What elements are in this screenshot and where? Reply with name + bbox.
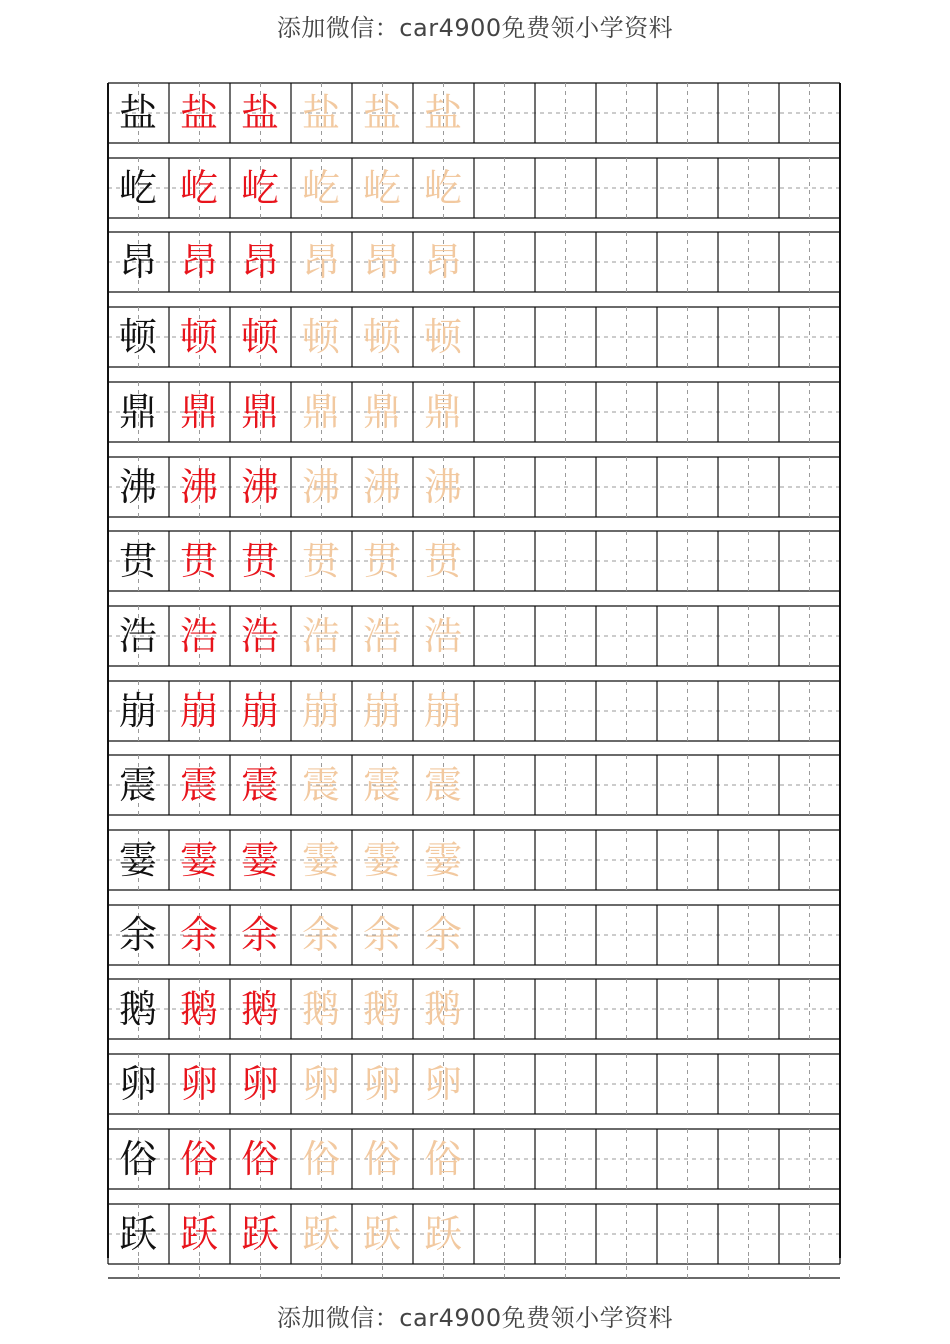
faded-tracing-character: 浩 [423,614,462,658]
tracing-character: 卵 [179,1062,218,1106]
faded-tracing-character: 昂 [301,240,340,284]
tracing-character: 鹅 [179,987,218,1031]
tracing-character: 俗 [179,1137,218,1181]
faded-tracing-character: 屹 [301,166,340,210]
model-character: 顿 [118,315,157,359]
faded-tracing-character: 霎 [301,838,340,882]
tracing-character: 屹 [240,166,279,210]
model-character: 俗 [118,1137,157,1181]
tracing-character: 卵 [240,1062,279,1106]
faded-tracing-character: 沸 [362,465,401,509]
faded-tracing-character: 鹅 [423,987,462,1031]
model-character: 贯 [118,539,157,583]
tracing-character: 跃 [240,1212,279,1256]
tracing-character: 盐 [179,91,218,135]
tracing-character: 跃 [179,1212,218,1256]
tracing-character: 昂 [240,240,279,284]
faded-tracing-character: 鼎 [362,390,401,434]
faded-tracing-character: 崩 [423,689,462,733]
faded-tracing-character: 俗 [423,1137,462,1181]
model-character: 盐 [118,91,157,135]
tracing-character: 贯 [240,539,279,583]
faded-tracing-character: 鹅 [362,987,401,1031]
tracing-character: 沸 [240,465,279,509]
faded-tracing-character: 余 [423,913,462,957]
tracing-character: 鼎 [240,390,279,434]
tracing-character: 顿 [179,315,218,359]
faded-tracing-character: 霎 [362,838,401,882]
faded-tracing-character: 卵 [423,1062,462,1106]
faded-tracing-character: 余 [362,913,401,957]
faded-tracing-character: 顿 [301,315,340,359]
faded-tracing-character: 昂 [362,240,401,284]
tracing-character: 震 [179,763,218,807]
model-character: 震 [118,763,157,807]
faded-tracing-character: 沸 [301,465,340,509]
faded-tracing-character: 俗 [301,1137,340,1181]
faded-tracing-character: 顿 [423,315,462,359]
faded-tracing-character: 震 [423,763,462,807]
faded-tracing-character: 顿 [362,315,401,359]
faded-tracing-character: 余 [301,913,340,957]
tracing-character: 贯 [179,539,218,583]
faded-tracing-character: 霎 [423,838,462,882]
model-character: 昂 [118,240,157,284]
faded-tracing-character: 崩 [301,689,340,733]
faded-tracing-character: 贯 [301,539,340,583]
model-character: 沸 [118,465,157,509]
faded-tracing-character: 盐 [423,91,462,135]
tracing-character: 鼎 [179,390,218,434]
faded-tracing-character: 鼎 [423,390,462,434]
tracing-character: 昂 [179,240,218,284]
faded-tracing-character: 屹 [362,166,401,210]
faded-tracing-character: 盐 [301,91,340,135]
model-character: 浩 [118,614,157,658]
tracing-character: 霎 [179,838,218,882]
tracing-character: 浩 [179,614,218,658]
faded-tracing-character: 盐 [362,91,401,135]
tracing-character: 顿 [240,315,279,359]
tracing-character: 崩 [240,689,279,733]
faded-tracing-character: 屹 [423,166,462,210]
faded-tracing-character: 昂 [423,240,462,284]
tracing-character: 余 [179,913,218,957]
model-character: 卵 [118,1062,157,1106]
faded-tracing-character: 沸 [423,465,462,509]
faded-tracing-character: 跃 [301,1212,340,1256]
tracing-character: 崩 [179,689,218,733]
tracing-character: 盐 [240,91,279,135]
model-character: 跃 [118,1212,157,1256]
model-character: 余 [118,913,157,957]
header-banner: 添加微信：car4900免费领小学资料 [276,14,674,42]
tracing-character: 余 [240,913,279,957]
faded-tracing-character: 卵 [301,1062,340,1106]
faded-tracing-character: 浩 [362,614,401,658]
model-character: 崩 [118,689,157,733]
tracing-character: 沸 [179,465,218,509]
faded-tracing-character: 跃 [362,1212,401,1256]
faded-tracing-character: 鹅 [301,987,340,1031]
faded-tracing-character: 贯 [423,539,462,583]
faded-tracing-character: 震 [362,763,401,807]
tracing-character: 浩 [240,614,279,658]
faded-tracing-character: 崩 [362,689,401,733]
faded-tracing-character: 鼎 [301,390,340,434]
faded-tracing-character: 跃 [423,1212,462,1256]
tracing-character: 霎 [240,838,279,882]
model-character: 鹅 [118,987,157,1031]
faded-tracing-character: 卵 [362,1062,401,1106]
tracing-character: 屹 [179,166,218,210]
faded-tracing-character: 贯 [362,539,401,583]
faded-tracing-character: 俗 [362,1137,401,1181]
tracing-character: 震 [240,763,279,807]
model-character: 鼎 [118,390,157,434]
faded-tracing-character: 震 [301,763,340,807]
tracing-character: 鹅 [240,987,279,1031]
model-character: 霎 [118,838,157,882]
faded-tracing-character: 浩 [301,614,340,658]
footer-banner: 添加微信：car4900免费领小学资料 [276,1304,674,1332]
tracing-character: 俗 [240,1137,279,1181]
model-character: 屹 [118,166,157,210]
